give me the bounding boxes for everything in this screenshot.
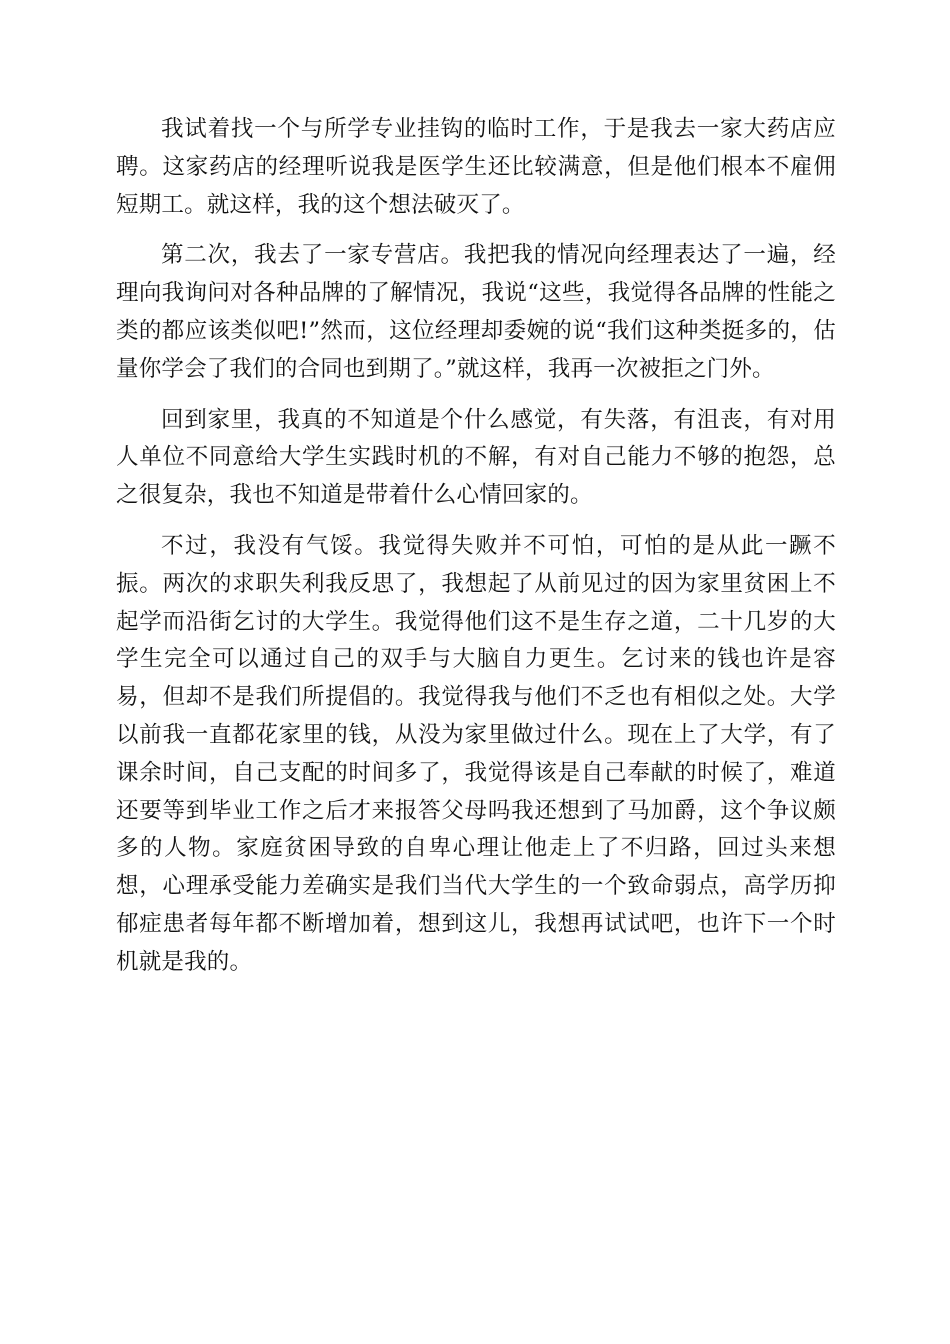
paragraph-4: 不过，我没有气馁。我觉得失败并不可怕，可怕的是从此一蹶不振。两次的求职失利我反思了，我想起了从前见过的因为家里贫困上不起学而沿街乞讨的大学生。我觉得他们这不是生存之道，二十几岁的大学生完全可以通过自己的双手与大脑自力更生。乞讨来的钱也许是容易，但却不是我们所提倡的。我觉得我与他们不乏也有相似之处。大学以前我一直都花家里的钱，从没为家里做过什么。现在上了大学，有了课余时间，自己支配的时间多了，我觉得该是自己奉献的时候了，难道还要等到毕业工作之后才来报答父母吗我还想到了马加爵，这个争议颇多的人物。家庭贫困导致的自卑心理让他走上了不归路，回过头来想想，心理承受能力差确实是我们当代大学生的一个致命弱点，高学历抑郁症患者每年都不断增加着，想到这儿，我想再试试吧，也许下一个时机就是我的。 bbox=[116, 532, 836, 975]
paragraph-2: 第二次，我去了一家专营店。我把我的情况向经理表达了一遍，经理向我询问对各种品牌的了解情况，我说“这些，我觉得各品牌的性能之类的都应该类似吧!”然而，这位经理却委婉的说“我们这种类挺多的，估量你学会了我们的合同也到期了。”就这样，我再一次被拒之门外。 bbox=[116, 242, 836, 382]
paragraph-1: 我试着找一个与所学专业挂钩的临时工作，于是我去一家大药店应聘。这家药店的经理听说我是医学生还比较满意，但是他们根本不雇佣短期工。就这样，我的这个想法破灭了。 bbox=[116, 116, 836, 218]
document-body bbox=[116, 111, 836, 995]
paragraph-3: 回到家里，我真的不知道是个什么感觉，有失落，有沮丧，有对用人单位不同意给大学生实践时机的不解，有对自己能力不够的抱怨，总之很复杂，我也不知道是带着什么心情回家的。 bbox=[116, 406, 836, 509]
